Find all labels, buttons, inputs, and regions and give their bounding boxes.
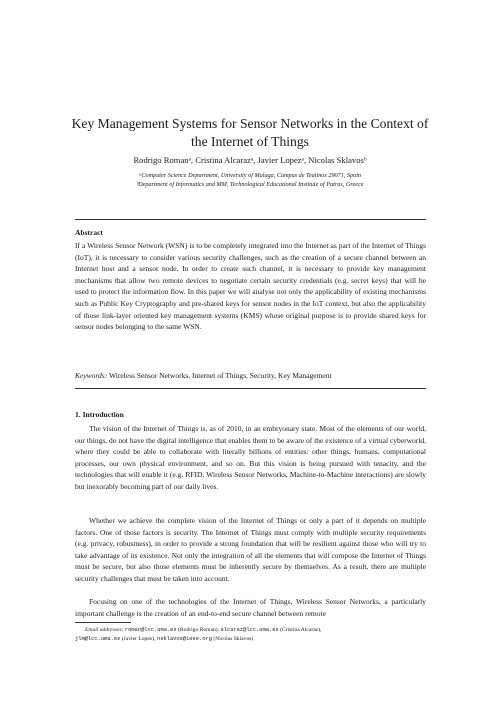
body-paragraph: Focusing on one of the technologies of the Internet of Things, Wireless Sensor Networks, a particularly important challenge is the creation of an end-to-end secure channel between remote — [75, 597, 426, 618]
keywords-line — [75, 371, 426, 380]
email-link[interactable]: jlm@lcc.uma.es — [75, 636, 121, 642]
affiliations — [40, 171, 460, 189]
footnote-name: (Cristina Alcaraz), — [278, 627, 322, 633]
footnote-emails — [75, 626, 426, 644]
abstract-top-rule — [75, 219, 426, 220]
body-paragraph: The vision of the Internet of Things is, as of 2010, in an embryonary state. Most of the elements of our world, our things, do not have the digital intelligence that enables them to be aware of the existence of a virtual cyberworld, where they could be able to collaborate with literally billions of entities: other things, humans, computational processes, our own physical environment, and so on. But this vision is being pursued with tenacity, and the technologies that will enable it (e.g. RFID, Wireless Sensor Networks, Machine-to-Machine interactions) are slowly but inexorably becoming part of our daily lives. — [75, 424, 426, 491]
abstract-bottom-rule — [75, 388, 426, 389]
body-paragraph: Whether we achieve the complete vision of the Internet of Things or only a part of it depends on multiple factors. One of those factors is security. The Internet of Things must comply with multiple security requirements (e.g. privacy, robustness), in order to provide a strong foundation that will be resilient against those who will try to take advantage of its existence. Not only the integration of all the elements that will compose the Internet of Things must be secure, but also those elements must be inherently secure by themselves. As a result, there are multiple security challenges that must be taken into account. — [75, 516, 426, 583]
affiliation-a: ᵃComputer Science Department, University of Malaga, Campus de Teatinos 29071, Spain — [138, 172, 362, 179]
email-link[interactable]: roman@lcc.uma.es — [124, 627, 177, 633]
email-link[interactable]: nsklavos@ieee.org — [156, 636, 212, 642]
email-link[interactable]: alcaraz@lcc.uma.es — [220, 627, 279, 633]
footnote-label: Email addresses: — [85, 627, 124, 633]
affiliation-b: ᵇDepartment of Informatics and MM, Technological Educational Institute of Patras, Greece — [136, 181, 364, 188]
footnote-rule — [75, 622, 131, 623]
keywords-text: Wireless Sensor Networks, Internet of Things, Security, Key Management — [108, 371, 332, 380]
section-heading: 1. Introduction — [75, 410, 124, 419]
footnote-name: (Javier Lopez), — [120, 636, 157, 642]
paper-title: Key Management Systems for Sensor Networks in the Context of the Internet of Things — [71, 116, 429, 149]
author-list: Rodrigo Romanᵃ, Cristina Alcarazᵃ, Javier Lopezᵃ, Nicolas Sklavosᵇ — [133, 155, 367, 165]
keywords-label: Keywords: — [75, 371, 108, 380]
abstract-heading: Abstract — [75, 228, 103, 237]
footnote-name: (Rodrigo Roman), — [176, 627, 221, 633]
footnote-name: (Nicolas Sklavos) — [211, 636, 254, 642]
abstract-text: If a Wireless Sensor Network (WSN) is to be completely integrated into the Internet as part of the Internet of Things (IoT), it is necessary to consider various security challenges, such as the creation of a secure channel between an Internet host and a sensor node. In order to create such channel, it is necessary to provide key management mechanisms that allow two remote devices to negotiate certain security credentials (e.g. secret keys) that will be used to protect the information flow. In this paper we will analyse not only the applicability of existing mechanisms such as Public Key Cryptography and pre-shared keys for sensor nodes in the IoT context, but also the applicability of those link-layer oriented key management systems (KMS) whose original purpose is to provide shared keys for sensor nodes belonging to the same WSN. — [75, 241, 426, 332]
